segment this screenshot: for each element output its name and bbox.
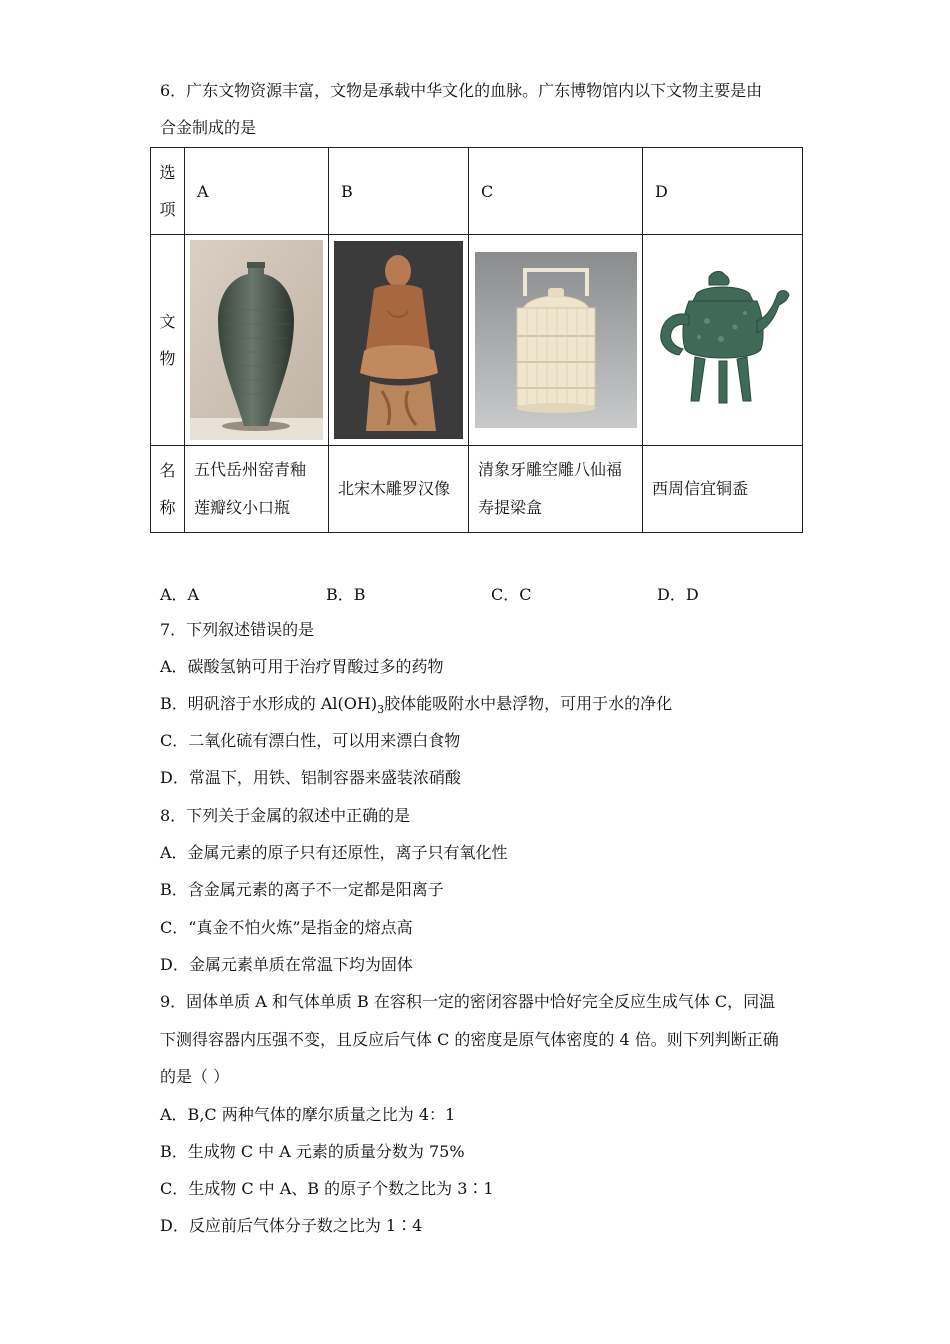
bronze-he-vessel-icon xyxy=(649,265,797,415)
name-line: 清象牙雕空雕八仙福 xyxy=(478,460,623,479)
q7-option-b[interactable] xyxy=(160,694,672,720)
relic-name-a xyxy=(185,446,329,533)
q9-option-d[interactable]: D．反应前后气体分子数之比为 1∶4 xyxy=(160,1216,423,1235)
q6-option-c[interactable]: C．C xyxy=(491,585,532,604)
row-label-name xyxy=(151,446,185,533)
name-line: 北宋木雕罗汉像 xyxy=(338,479,451,498)
q9-option-c[interactable]: C．生成物 C 中 A、B 的原子个数之比为 3∶1 xyxy=(160,1179,494,1198)
q7-stem: 7．下列叙述错误的是 xyxy=(160,620,315,639)
q9-stem-line2: 下测得容器内压强不变，且反应后气体 C 的密度是原气体密度的 4 倍。则下列判断正确 xyxy=(160,1030,779,1049)
q8-option-a[interactable]: A．金属元素的原子只有还原性，离子只有氧化性 xyxy=(160,843,508,862)
q9-option-a[interactable]: A．B,C 两种气体的摩尔质量之比为 4：1 xyxy=(160,1105,456,1124)
option-a-header: A xyxy=(185,148,329,235)
q9-option-b[interactable]: B．生成物 C 中 A 元素的质量分数为 75% xyxy=(160,1142,465,1161)
name-line: 五代岳州窑青釉 xyxy=(194,460,307,479)
q7-option-b-sub: 3 xyxy=(377,703,385,717)
row-label-options xyxy=(151,148,185,235)
label-char: 选 xyxy=(159,163,176,182)
q6-option-d[interactable]: D．D xyxy=(657,585,699,604)
table-row-options xyxy=(151,148,803,235)
relics-table xyxy=(150,147,803,533)
q9-stem-line1: 9．固体单质 A 和气体单质 B 在容积一定的密闭容器中恰好完全反应生成气体 C，同温 xyxy=(160,992,776,1011)
q8-option-b[interactable]: B．含金属元素的离子不一定都是阳离子 xyxy=(160,880,444,899)
option-b-header: B xyxy=(329,148,469,235)
relic-image-a xyxy=(185,235,329,446)
q6-options xyxy=(160,582,800,602)
label-char: 文 xyxy=(159,312,176,331)
q8-option-c[interactable]: C．“真金不怕火炼”是指金的熔点高 xyxy=(160,918,413,937)
wooden-arhat-statue-icon xyxy=(334,241,463,439)
q8-stem: 8．下列关于金属的叙述中正确的是 xyxy=(160,806,411,825)
name-line: 寿提梁盒 xyxy=(478,498,543,517)
label-char: 称 xyxy=(159,498,176,517)
relic-name-b xyxy=(329,446,469,533)
name-line: 西周信宜铜盉 xyxy=(652,479,749,498)
q6-option-b[interactable]: B．B xyxy=(326,585,366,604)
option-c-header: C xyxy=(469,148,643,235)
ivory-box-icon xyxy=(475,252,637,428)
label-char: 项 xyxy=(159,200,176,219)
row-label-relic xyxy=(151,235,185,446)
celadon-vase-icon xyxy=(190,240,323,440)
relic-name-d xyxy=(643,446,803,533)
q6-stem-line2: 合金制成的是 xyxy=(160,118,257,137)
q7-option-b-post: 胶体能吸附水中悬浮物，可用于水的净化 xyxy=(384,694,673,713)
relic-name-c xyxy=(469,446,643,533)
label-char: 物 xyxy=(159,349,176,368)
relic-image-b xyxy=(329,235,469,446)
q8-option-d[interactable]: D．金属元素单质在常温下均为固体 xyxy=(160,955,413,974)
relic-image-d xyxy=(643,235,803,446)
relic-image-c xyxy=(469,235,643,446)
q7-option-b-pre: B．明矾溶于水形成的 Al(OH) xyxy=(160,694,378,713)
q7-option-c[interactable]: C．二氧化硫有漂白性，可以用来漂白食物 xyxy=(160,731,461,750)
q7-option-a[interactable]: A．碳酸氢钠可用于治疗胃酸过多的药物 xyxy=(160,657,444,676)
name-line: 莲瓣纹小口瓶 xyxy=(194,498,291,517)
label-char: 名 xyxy=(159,461,176,480)
q6-option-a[interactable]: A．A xyxy=(160,585,200,604)
q7-option-d[interactable]: D．常温下，用铁、铝制容器来盛装浓硝酸 xyxy=(160,768,461,787)
option-d-header: D xyxy=(643,148,803,235)
q6-stem-line1: 6．广东文物资源丰富，文物是承载中华文化的血脉。广东博物馆内以下文物主要是由 xyxy=(160,81,763,100)
table-row-names xyxy=(151,446,803,533)
table-row-relics xyxy=(151,235,803,446)
q9-stem-line3: 的是（ ） xyxy=(160,1067,230,1086)
